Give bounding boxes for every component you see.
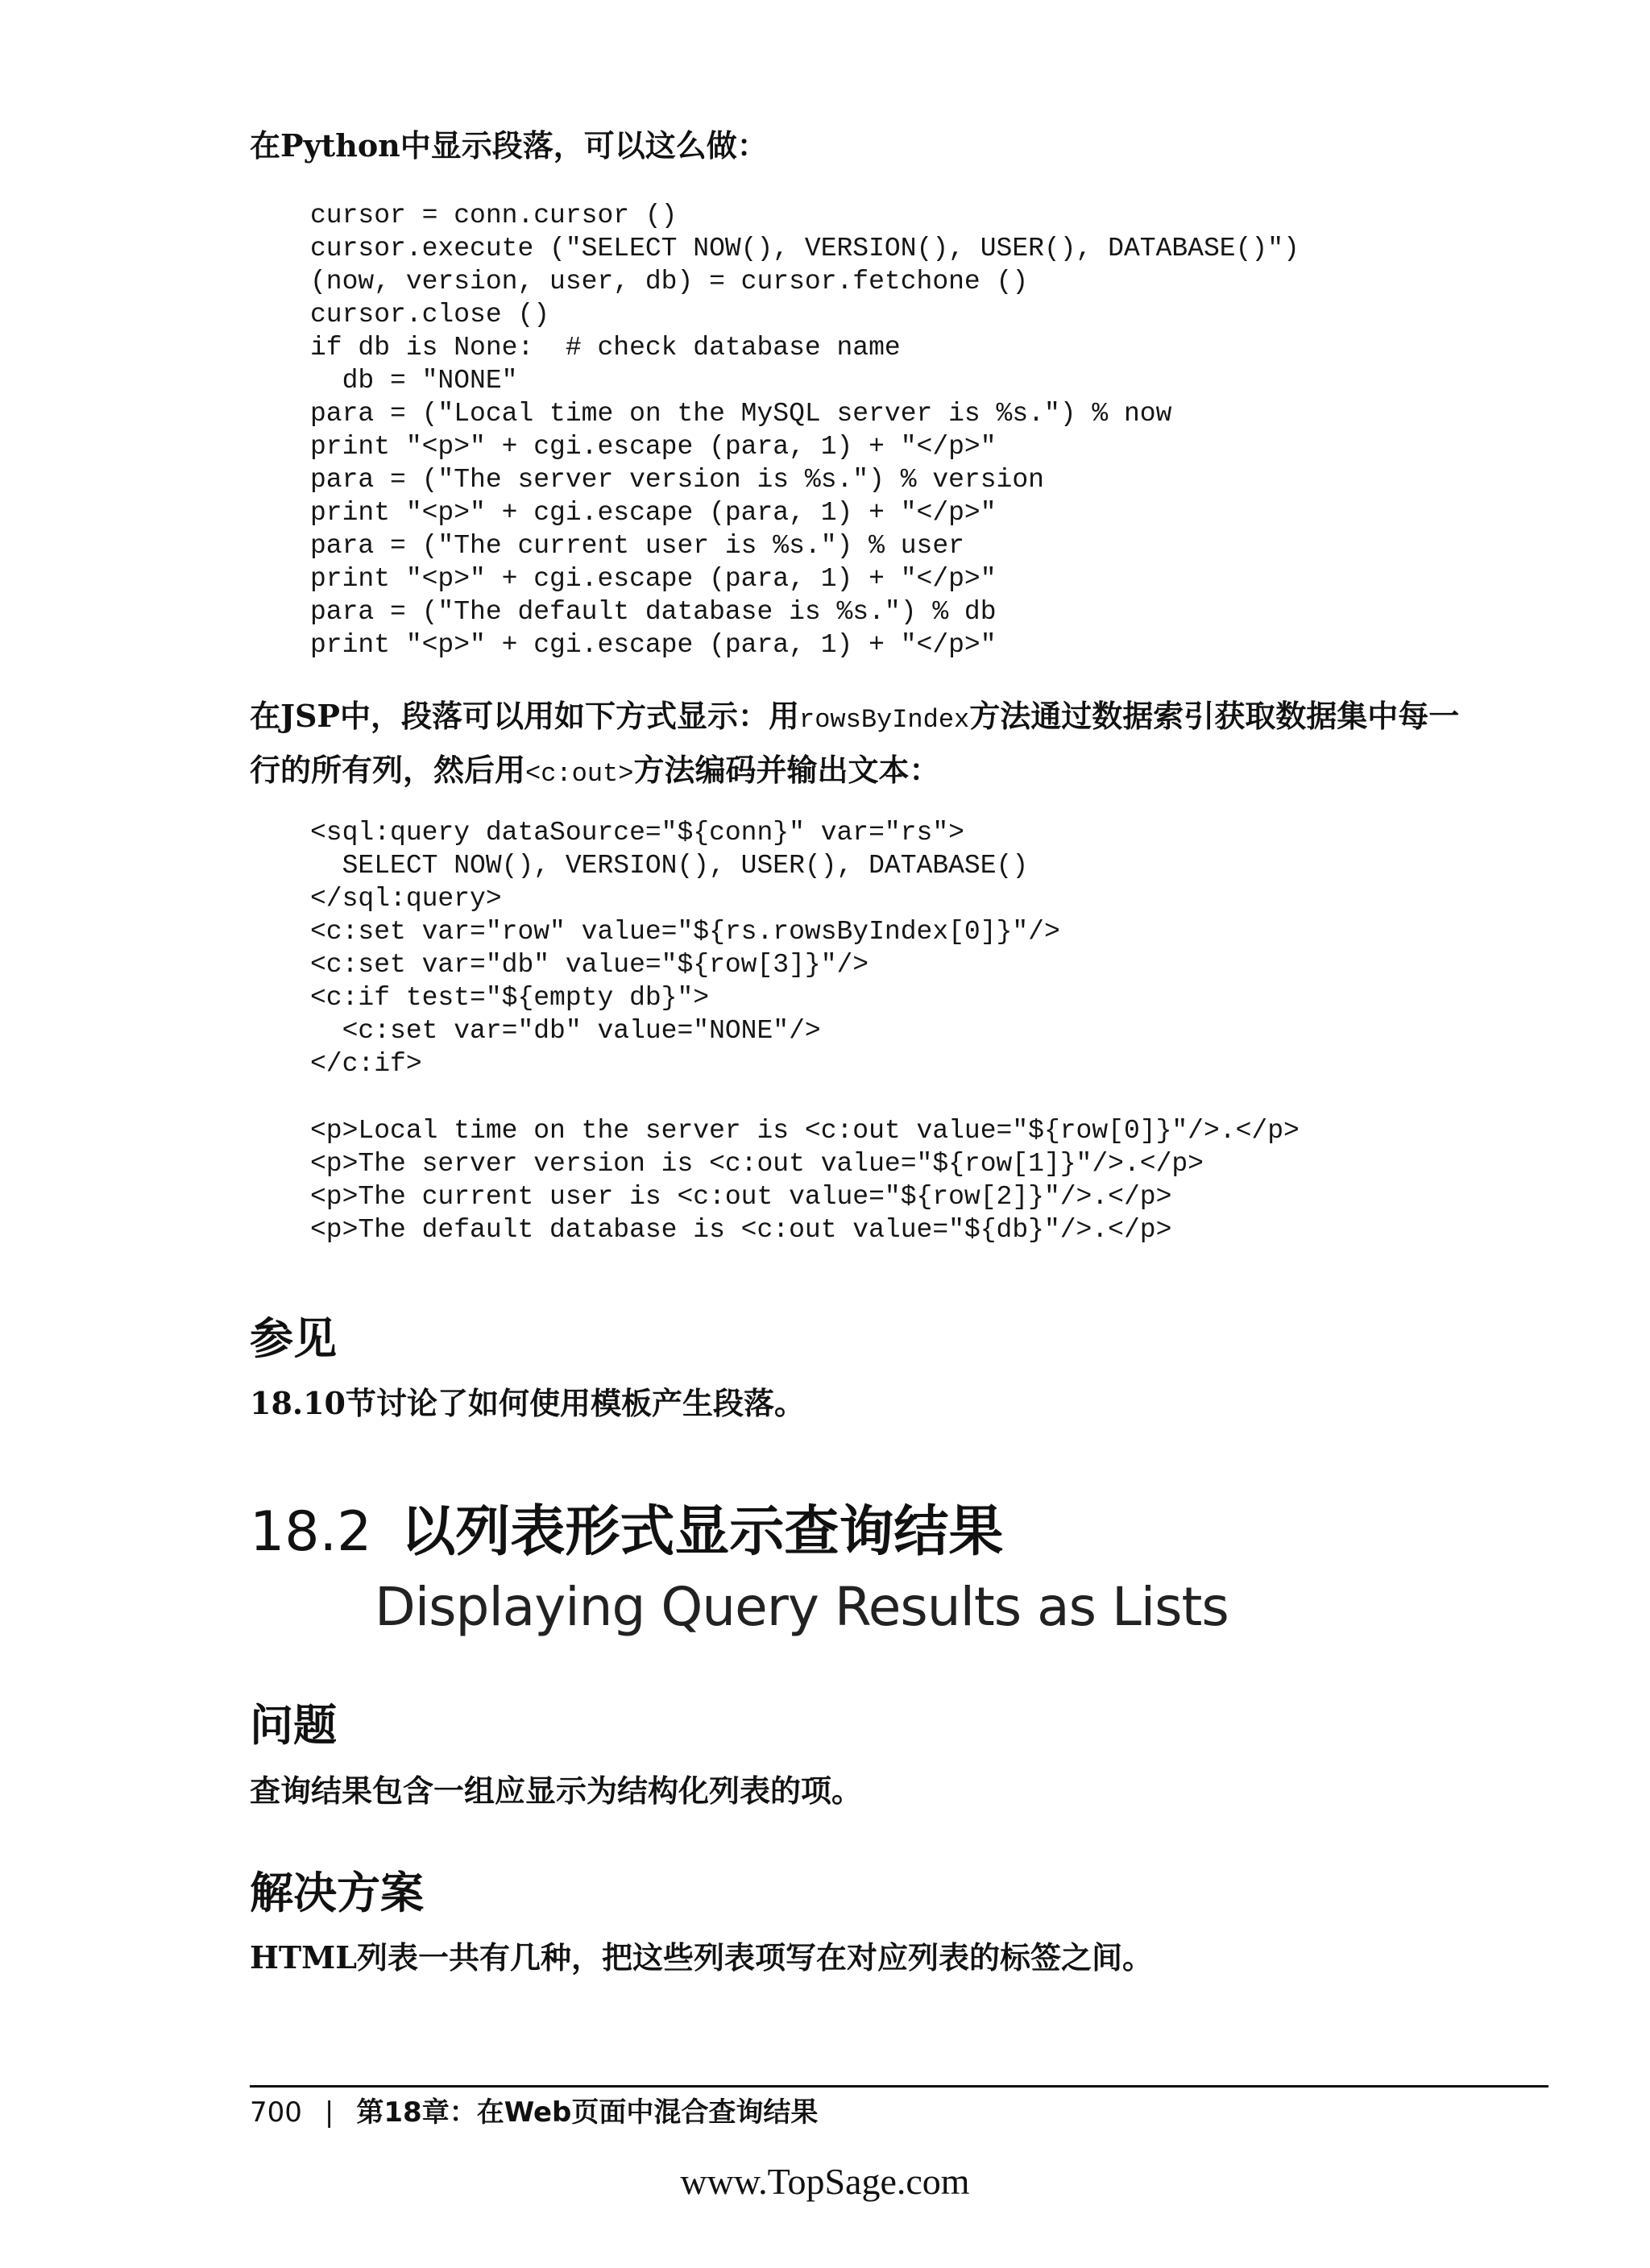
python-intro-paragraph: 在Python中显示段落，可以这么做：	[250, 127, 768, 164]
section-title	[250, 1500, 1003, 1565]
jsp-intro-line1-code: rowsByIndex	[799, 705, 970, 735]
jsp-intro-paragraph	[250, 691, 1539, 799]
watermark-url: www.TopSage.com	[680, 2161, 970, 2202]
problem-heading: 问题	[250, 1700, 337, 1751]
page-footer	[250, 2093, 818, 2132]
jsp-intro-line2-pre: 行的所有列，然后用	[250, 752, 526, 788]
page-number: 700	[250, 2096, 302, 2129]
problem-text: 查询结果包含一组应显示为结构化列表的项。	[250, 1773, 863, 1809]
section-number: 18.2	[250, 1500, 372, 1564]
solution-heading: 解决方案	[250, 1868, 424, 1918]
jsp-intro-line1-post: 方法通过数据索引获取数据集中每一	[969, 698, 1460, 734]
jsp-code-block-1: <sql:query dataSource="${conn}" var="rs"> SELECT NOW(), VERSION(), USER(), DATABASE() </sql:query> <c:set var="row" value="${rs.rowsByIndex[0]}"/> <c:set var="db" value="${row[3]}"/> <c:if test="${empty db}"> <c:set var="db" value="NONE"/> </c:if>	[310, 818, 1060, 1079]
see-also-text: 18.10节讨论了如何使用模板产生段落。	[250, 1385, 805, 1421]
footer-chapter-title: 第18章：在Web页面中混合查询结果	[356, 2096, 819, 2129]
jsp-intro-line2-post: 方法编码并输出文本：	[633, 752, 940, 788]
jsp-code-block-2: <p>Local time on the server is <c:out value="${row[0]}"/>.</p> <p>The server version is <c:out value="${row[1]}"/>.</p> <p>The current user is <c:out value="${row[2]}"/>.</p> <p>The default database is <c:out value="${db}"/>.</p>	[310, 1116, 1300, 1245]
footer-separator: |	[324, 2096, 334, 2129]
section-title-text: 以列表形式显示查询结果	[400, 1500, 1004, 1564]
solution-text: HTML列表一共有几种，把这些列表项写在对应列表的标签之间。	[250, 1939, 1153, 1976]
jsp-intro-line1-pre: 在JSP中，段落可以用如下方式显示：用	[250, 698, 799, 734]
footer-rule	[250, 2085, 1548, 2088]
section-subtitle: Displaying Query Results as Lists	[375, 1576, 1229, 1638]
python-code-block: cursor = conn.cursor () cursor.execute ("SELECT NOW(), VERSION(), USER(), DATABASE()") (now, version, user, db) = cursor.fetchone () cursor.close () if db is None: # check database name db = "NONE" para = ("Local time on the MySQL server is %s.") % now print "<p>" + cgi.escape (para, 1) + "</p>" para = ("The server version is %s.") % version print "<p>" + cgi.escape (para, 1) + "</p>" para = ("The current user is %s.") % user print "<p>" + cgi.escape (para, 1) + "</p>" para = ("The default database is %s.") % db print "<p>" + cgi.escape (para, 1) + "</p>"	[310, 201, 1300, 660]
see-also-heading: 参见	[250, 1313, 337, 1364]
jsp-intro-line2-code: <c:out>	[525, 759, 634, 789]
